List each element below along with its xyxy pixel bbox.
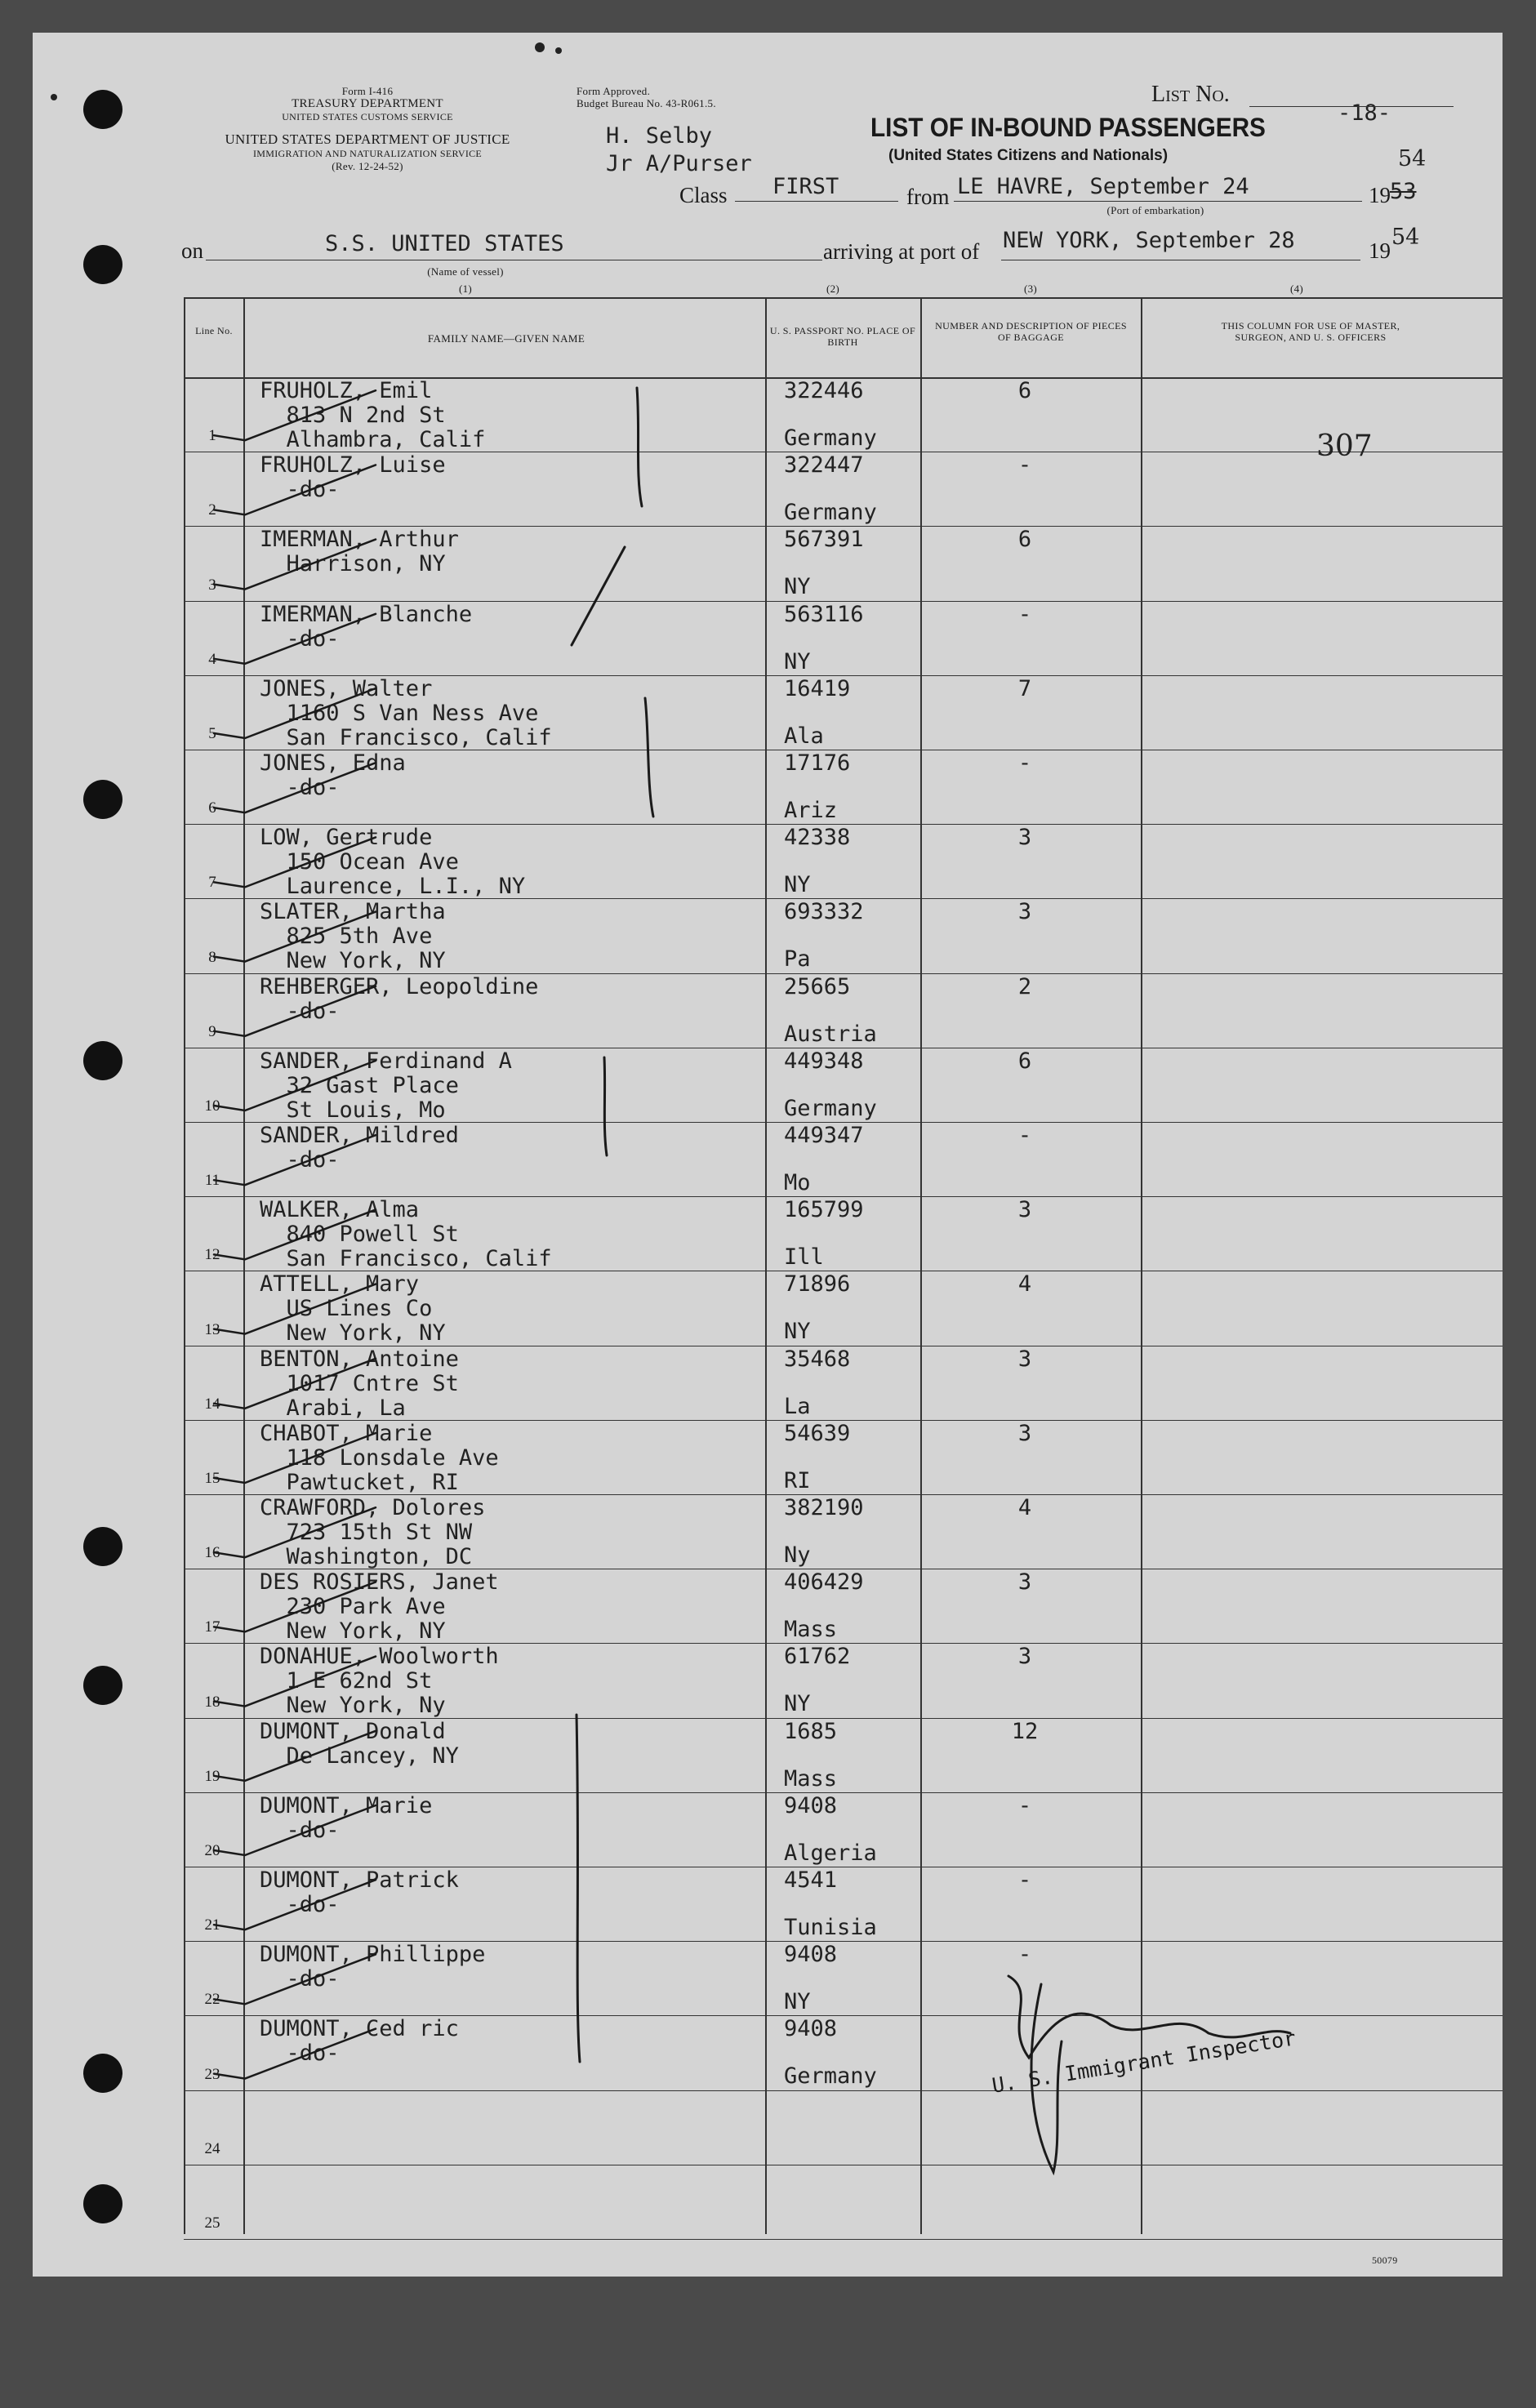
form-approved: Form Approved. bbox=[577, 85, 651, 97]
passenger-name: DES ROSIERS, Janet 230 Park Ave New York, NY bbox=[260, 1569, 499, 1644]
passport-number: 165799 bbox=[784, 1197, 864, 1222]
passenger-name: DONAHUE, Woolworth 1 E 62nd St New York, Ny bbox=[260, 1644, 499, 1718]
checkmark bbox=[214, 1061, 376, 1111]
place-of-birth: Mass bbox=[784, 1766, 838, 1792]
line-number: 6 bbox=[208, 799, 216, 817]
line-number: 10 bbox=[204, 1097, 220, 1115]
tick-mark bbox=[572, 547, 625, 645]
place-of-birth: Ny bbox=[784, 1542, 811, 1568]
class-value: FIRST bbox=[772, 174, 839, 199]
passport-number: 449348 bbox=[784, 1048, 864, 1074]
place-of-birth: Germany bbox=[784, 425, 877, 451]
on-label: on bbox=[181, 238, 203, 263]
passenger-name: CRAWFORD, Dolores 723 15th St NW Washington, DC bbox=[260, 1495, 486, 1569]
baggage-count: 3 bbox=[1017, 825, 1032, 850]
line-number: 7 bbox=[208, 874, 216, 891]
place-of-birth: NY bbox=[784, 1691, 811, 1716]
bracket-mark bbox=[637, 388, 642, 506]
dept-justice: UNITED STATES DEPARTMENT OF JUSTICE bbox=[225, 131, 510, 147]
baggage-count: 3 bbox=[1017, 1197, 1032, 1222]
dept-treasury: TREASURY DEPARTMENT bbox=[292, 97, 443, 110]
passenger-name: BENTON, Antoine 1017 Cntre St Arabi, La bbox=[260, 1346, 459, 1421]
place-of-birth: Germany bbox=[784, 1096, 877, 1121]
vessel-note: (Name of vessel) bbox=[427, 265, 504, 278]
class-label: Class bbox=[679, 183, 728, 207]
line-number: 2 bbox=[208, 501, 216, 519]
baggage-count: 3 bbox=[1017, 899, 1032, 924]
passport-number: 35468 bbox=[784, 1346, 851, 1372]
bracket-mark bbox=[577, 1715, 580, 2062]
place-of-birth: Austria bbox=[784, 1022, 877, 1047]
year2-prefix: 19 bbox=[1369, 238, 1391, 263]
baggage-count: 3 bbox=[1017, 1421, 1032, 1446]
checkmark bbox=[214, 1507, 376, 1557]
checkmark bbox=[214, 2029, 376, 2079]
header-officers: THIS COLUMN FOR USE OF MASTER, SURGEON, AND U. S. OFFICERS bbox=[1221, 320, 1400, 343]
checkmark bbox=[214, 614, 376, 664]
place-of-birth: Ill bbox=[784, 1244, 824, 1270]
passport-number: 322446 bbox=[784, 378, 864, 403]
checkmark bbox=[214, 912, 376, 962]
checkmark bbox=[214, 763, 376, 812]
checkmark bbox=[214, 1582, 376, 1631]
purser-name: H. Selby bbox=[606, 123, 713, 149]
passenger-name: SANDER, Ferdinand A 32 Gast Place St Louis, Mo bbox=[260, 1048, 512, 1123]
line-number: 16 bbox=[204, 1544, 220, 1561]
list-title: LIST OF IN-BOUND PASSENGERS bbox=[870, 113, 1266, 142]
bracket-mark bbox=[645, 698, 653, 817]
place-of-birth: Mass bbox=[784, 1617, 838, 1642]
passenger-name: JONES, Walter 1160 S Van Ness Ave San Francisco, Calif bbox=[260, 676, 552, 750]
list-subtitle: (United States Citizens and Nationals) bbox=[888, 147, 1169, 164]
baggage-count: 3 bbox=[1017, 1644, 1032, 1669]
line-number: 5 bbox=[208, 725, 216, 742]
dept-customs: UNITED STATES CUSTOMS SERVICE bbox=[282, 111, 453, 122]
budget-bureau: Budget Bureau No. 43-R061.5. bbox=[577, 97, 716, 109]
checkmark bbox=[214, 1433, 376, 1483]
baggage-count: - bbox=[1017, 452, 1032, 478]
header-baggage: NUMBER AND DESCRIPTION OF PIECES OF BAGGAGE bbox=[935, 320, 1127, 343]
passport-number: 9408 bbox=[784, 1942, 838, 1967]
line-number: 21 bbox=[204, 1916, 220, 1934]
place-of-birth: NY bbox=[784, 1319, 811, 1344]
from-label: from bbox=[906, 185, 950, 209]
bracket-mark bbox=[604, 1057, 607, 1155]
passenger-name: DUMONT, Donald De Lancey, NY bbox=[260, 1719, 459, 1769]
passport-number: 16419 bbox=[784, 676, 851, 701]
baggage-count: - bbox=[1017, 1867, 1032, 1893]
baggage-count: - bbox=[1017, 750, 1032, 776]
line-number: 18 bbox=[204, 1694, 220, 1711]
checkmark bbox=[214, 1359, 376, 1409]
passenger-name: FRUHOLZ, Luise -do- bbox=[260, 452, 446, 502]
passport-number: 17176 bbox=[784, 750, 851, 776]
passenger-name: CHABOT, Marie 118 Lonsdale Ave Pawtucket, RI bbox=[260, 1421, 499, 1495]
baggage-count: 3 bbox=[1017, 1569, 1032, 1595]
checkmark bbox=[214, 390, 376, 440]
from-value: LE HAVRE, September 24 bbox=[957, 174, 1249, 199]
year1-struck: 53 bbox=[1390, 179, 1417, 204]
place-of-birth: NY bbox=[784, 649, 811, 674]
place-of-birth: NY bbox=[784, 872, 811, 897]
passport-number: 563116 bbox=[784, 602, 864, 627]
checkmark bbox=[214, 1657, 376, 1707]
revision: (Rev. 12-24-52) bbox=[332, 160, 403, 172]
line-number: 25 bbox=[204, 2214, 220, 2232]
passenger-name: WALKER, Alma 840 Powell St San Francisco, Calif bbox=[260, 1197, 552, 1271]
baggage-count: 4 bbox=[1017, 1271, 1032, 1297]
place-of-birth: Ariz bbox=[784, 798, 838, 823]
port-embark-note: (Port of embarkation) bbox=[1106, 204, 1204, 216]
passport-number: 1685 bbox=[784, 1719, 838, 1744]
place-of-birth: Ala bbox=[784, 723, 824, 749]
arrival-port: NEW YORK, September 28 bbox=[1003, 228, 1295, 253]
baggage-count: 12 bbox=[1011, 1719, 1039, 1744]
checkmark bbox=[214, 1209, 376, 1259]
checkmark bbox=[214, 465, 376, 514]
baggage-count: 2 bbox=[1017, 974, 1032, 999]
baggage-count: 3 bbox=[1017, 1346, 1032, 1372]
passport-number: 449347 bbox=[784, 1123, 864, 1148]
checkmark bbox=[214, 688, 376, 738]
passenger-name: IMERMAN, Blanche -do- bbox=[260, 602, 473, 652]
line-number: 23 bbox=[204, 2066, 220, 2083]
passenger-name: JONES, Edna -do- bbox=[260, 750, 406, 800]
line-number: 3 bbox=[208, 576, 216, 594]
year1-corrected: 54 bbox=[1398, 146, 1427, 171]
baggage-count: - bbox=[1017, 1942, 1032, 1967]
passport-number: 9408 bbox=[784, 2016, 838, 2041]
baggage-count: 4 bbox=[1017, 1495, 1032, 1520]
line-number: 9 bbox=[208, 1023, 216, 1040]
baggage-count: - bbox=[1017, 1123, 1032, 1148]
inspector-stamp: U. S. Immigrant Inspector bbox=[990, 2026, 1298, 2098]
line-number: 1 bbox=[208, 427, 216, 444]
baggage-count: 6 bbox=[1017, 1048, 1032, 1074]
line-number: 20 bbox=[204, 1842, 220, 1859]
purser-title: Jr A/Purser bbox=[606, 151, 752, 176]
baggage-count: 6 bbox=[1017, 527, 1032, 552]
passport-number: 382190 bbox=[784, 1495, 864, 1520]
checkmark bbox=[214, 837, 376, 887]
line-number: 15 bbox=[204, 1470, 220, 1487]
baggage-count: 6 bbox=[1017, 378, 1032, 403]
place-of-birth: Germany bbox=[784, 500, 877, 525]
list-no-label: List No. bbox=[1151, 82, 1230, 107]
year1-prefix: 19 bbox=[1369, 183, 1391, 207]
passport-number: 54639 bbox=[784, 1421, 851, 1446]
line-number: 19 bbox=[204, 1768, 220, 1785]
place-of-birth: Mo bbox=[784, 1170, 811, 1195]
checkmark bbox=[214, 986, 376, 1036]
col2-number: (2) bbox=[826, 283, 840, 295]
place-of-birth: NY bbox=[784, 1989, 811, 2014]
list-no-value: -18- bbox=[1338, 100, 1391, 126]
col3-number: (3) bbox=[1023, 283, 1038, 295]
header-name: FAMILY NAME—GIVEN NAME bbox=[427, 332, 585, 345]
checkmark bbox=[214, 1135, 376, 1185]
margin-note: 307 bbox=[1316, 430, 1373, 463]
col1-number: (1) bbox=[458, 283, 473, 295]
place-of-birth: Algeria bbox=[784, 1840, 877, 1866]
checkmark bbox=[214, 1954, 376, 2004]
passenger-name: IMERMAN, Arthur Harrison, NY bbox=[260, 527, 459, 576]
line-number: 24 bbox=[204, 2140, 220, 2157]
vessel-name: S.S. UNITED STATES bbox=[325, 231, 564, 256]
place-of-birth: RI bbox=[784, 1468, 811, 1493]
year2-value: 54 bbox=[1391, 225, 1420, 250]
passport-number: 693332 bbox=[784, 899, 864, 924]
header-line-no: Line No. bbox=[195, 325, 233, 336]
line-number: 12 bbox=[204, 1246, 220, 1263]
checkmark bbox=[214, 540, 376, 590]
place-of-birth: Pa bbox=[784, 946, 811, 972]
place-of-birth: La bbox=[784, 1394, 811, 1419]
line-number: 8 bbox=[208, 949, 216, 966]
place-of-birth: Tunisia bbox=[784, 1915, 877, 1940]
checkmark bbox=[214, 1731, 376, 1781]
baggage-count: - bbox=[1017, 602, 1032, 627]
passenger-name: DUMONT, Marie -do- bbox=[260, 1793, 433, 1843]
baggage-count: - bbox=[1017, 1793, 1032, 1818]
passenger-name: DUMONT, Ced ric -do- bbox=[260, 2016, 459, 2066]
passport-number: 567391 bbox=[784, 527, 864, 552]
col4-number: (4) bbox=[1289, 283, 1304, 295]
passenger-name: ATTELL, Mary US Lines Co New York, NY bbox=[260, 1271, 446, 1346]
checkmark bbox=[214, 1805, 376, 1855]
checkmark bbox=[214, 1880, 376, 1930]
place-of-birth: NY bbox=[784, 574, 811, 599]
line-number: 13 bbox=[204, 1321, 220, 1338]
passport-number: 71896 bbox=[784, 1271, 851, 1297]
passenger-name: FRUHOLZ, Emil 813 N 2nd St Alhambra, Calif bbox=[260, 378, 486, 452]
arriving-label: arriving at port of bbox=[823, 239, 980, 264]
place-of-birth: Germany bbox=[784, 2063, 877, 2089]
passport-number: 61762 bbox=[784, 1644, 851, 1669]
passport-number: 322447 bbox=[784, 452, 864, 478]
passenger-name: REHBERGER, Leopoldine -do- bbox=[260, 974, 539, 1024]
passport-number: 406429 bbox=[784, 1569, 864, 1595]
passenger-name: DUMONT, Phillippe -do- bbox=[260, 1942, 486, 1992]
passenger-name: SLATER, Martha 825 5th Ave New York, NY bbox=[260, 899, 446, 973]
footer-code: 50079 bbox=[1372, 2254, 1398, 2266]
checkmark bbox=[214, 1284, 376, 1334]
line-number: 14 bbox=[204, 1395, 220, 1413]
line-number: 11 bbox=[204, 1172, 220, 1189]
line-number: 17 bbox=[204, 1618, 220, 1636]
header-passport: U. S. PASSPORT NO. PLACE OF BIRTH bbox=[769, 325, 916, 348]
passenger-name: DUMONT, Patrick -do- bbox=[260, 1867, 459, 1917]
passport-number: 4541 bbox=[784, 1867, 838, 1893]
line-number: 4 bbox=[208, 651, 216, 668]
passenger-name: LOW, Gertrude 150 Ocean Ave Laurence, L.I., NY bbox=[260, 825, 526, 899]
baggage-count: 7 bbox=[1017, 676, 1032, 701]
passport-number: 9408 bbox=[784, 1793, 838, 1818]
passport-number: 25665 bbox=[784, 974, 851, 999]
form-number: Form I-416 bbox=[341, 85, 394, 97]
passenger-name: SANDER, Mildred -do- bbox=[260, 1123, 459, 1173]
passport-number: 42338 bbox=[784, 825, 851, 850]
line-number: 22 bbox=[204, 1991, 220, 2008]
dept-immigration: IMMIGRATION AND NATURALIZATION SERVICE bbox=[252, 148, 483, 159]
